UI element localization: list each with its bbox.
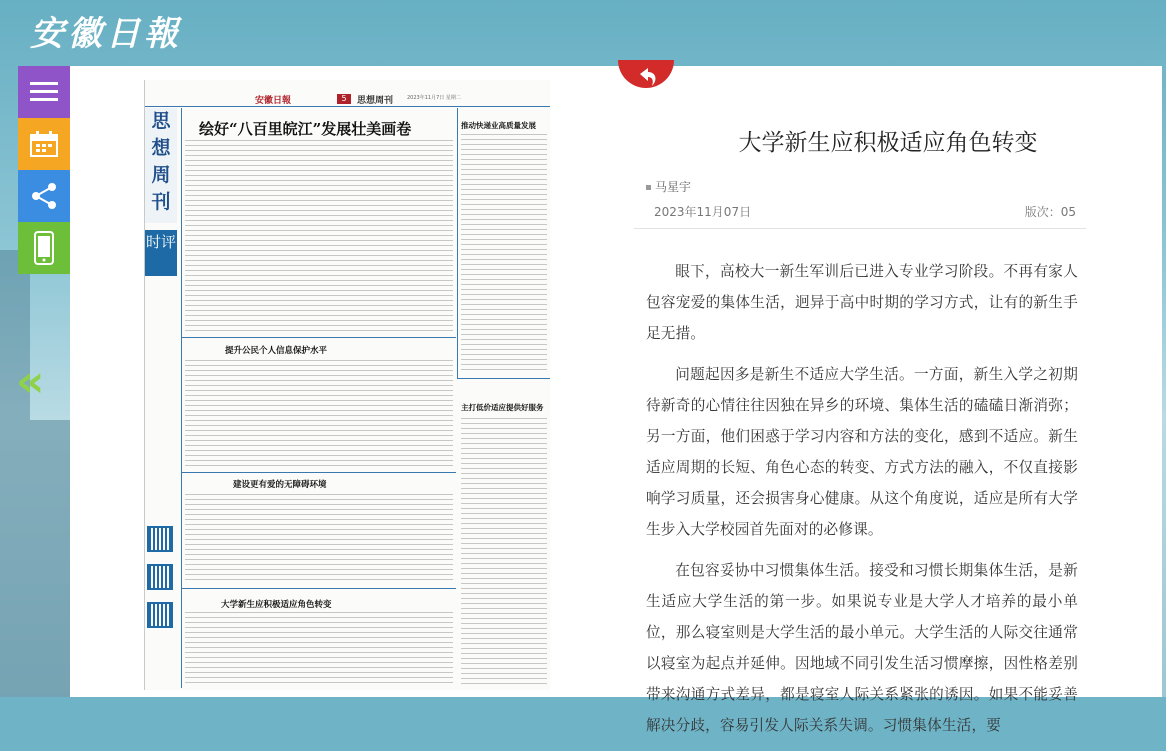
- article-text-block[interactable]: [461, 418, 547, 686]
- article-title: 大学新生应积极适应角色转变: [738, 130, 1038, 156]
- article-body: [646, 256, 1078, 751]
- previous-page-button[interactable]: «: [16, 356, 45, 407]
- article-paragraph: 问题起因多是新生不适应大学生活。一方面，新生入学之初期待新奇的心情往往因独在异乡的环境、集体生活的磕磕日渐消弥；另一方面，他们困惑于学习内容和方法的变化，感到不适应。新生适应周期的长短、角色心态的转变、方式方法的融入，不仅直接影响学习质量，还会损害身心健康。从这个角度说，适应是所有大学生步入大学校园首先面对的必修课。: [646, 366, 1078, 538]
- divider: [634, 228, 1086, 229]
- article-text-block[interactable]: [185, 140, 453, 332]
- article-text-block[interactable]: [185, 360, 453, 468]
- divider: [181, 337, 456, 338]
- newspaper-date: 2023年11月7日 星期二: [407, 95, 461, 101]
- calendar-button[interactable]: [18, 118, 70, 170]
- newspaper-section: 思想周刊: [357, 96, 394, 106]
- article-text-block[interactable]: [185, 494, 453, 584]
- divider: [181, 472, 456, 473]
- newspaper-masthead: 安徽日報: [255, 96, 292, 106]
- divider: [181, 108, 182, 688]
- article-author: [646, 178, 691, 195]
- newspaper-panel: [70, 66, 618, 697]
- menu-button[interactable]: [18, 66, 70, 118]
- column-title: 思 想 周 刊: [145, 108, 177, 223]
- headline-express[interactable]: 推动快递业高质量发展: [461, 121, 536, 130]
- article-edition: 版次：05: [1024, 205, 1076, 219]
- background-building: [30, 420, 70, 697]
- newspaper-page-number: 5: [337, 94, 351, 104]
- article-paragraph: 眼下，高校大一新生军训后已进入专业学习阶段。不再有家人包容宠爱的集体生活，迥异于高中时期的学习方式，让有的新生手足无措。: [646, 263, 1078, 342]
- qr-code: [147, 564, 173, 590]
- author-name: 马星宇: [655, 180, 692, 194]
- mobile-button[interactable]: [18, 222, 70, 274]
- calendar-icon: [30, 131, 58, 157]
- article-text-block[interactable]: [461, 134, 547, 374]
- divider: [457, 108, 458, 378]
- newspaper-page[interactable]: [144, 80, 550, 690]
- background-building: [0, 250, 30, 697]
- divider: [181, 588, 456, 589]
- back-arrow-icon: [618, 60, 674, 96]
- headline-elderly[interactable]: 主打低价适应提供好服务: [461, 403, 544, 412]
- headline-barrier-free[interactable]: 建设更有爱的无障碍环境: [233, 480, 327, 490]
- divider: [457, 378, 550, 379]
- article-paragraph: 在包容妥协中习惯集体生活。接受和习惯长期集体生活，是新生适应大学生活的第一步。如果说专业是大学人才培养的最小单位，那么寝室则是大学生活的最小单元。大学生活的人际交往通常以寝室为起点并延伸。因地域不同引发生活习惯摩擦，因性格差别带来沟通方式差异，都是寝室人际关系紧张的诱因。如果不能妥善解决分歧，容易引发人际关系失调。习惯集体生活，要: [646, 562, 1078, 734]
- article-text-block[interactable]: [185, 612, 453, 686]
- site-logo[interactable]: 安徽日報: [30, 14, 182, 54]
- divider: [145, 106, 550, 107]
- share-button[interactable]: [18, 170, 70, 222]
- column-tag: 时评: [145, 230, 177, 276]
- qr-code: [147, 526, 173, 552]
- share-icon: [30, 182, 58, 210]
- qr-code: [147, 602, 173, 628]
- article-date: 2023年11月07日: [654, 205, 752, 219]
- mobile-icon: [34, 231, 54, 265]
- headline-main[interactable]: 绘好“八百里皖江”发展壮美画卷: [199, 120, 412, 138]
- headline-freshman[interactable]: 大学新生应积极适应角色转变: [221, 600, 332, 610]
- headline-privacy[interactable]: 提升公民个人信息保护水平: [225, 346, 328, 356]
- article-panel: [618, 66, 1162, 734]
- menu-icon: [30, 81, 58, 103]
- back-button[interactable]: [618, 60, 674, 96]
